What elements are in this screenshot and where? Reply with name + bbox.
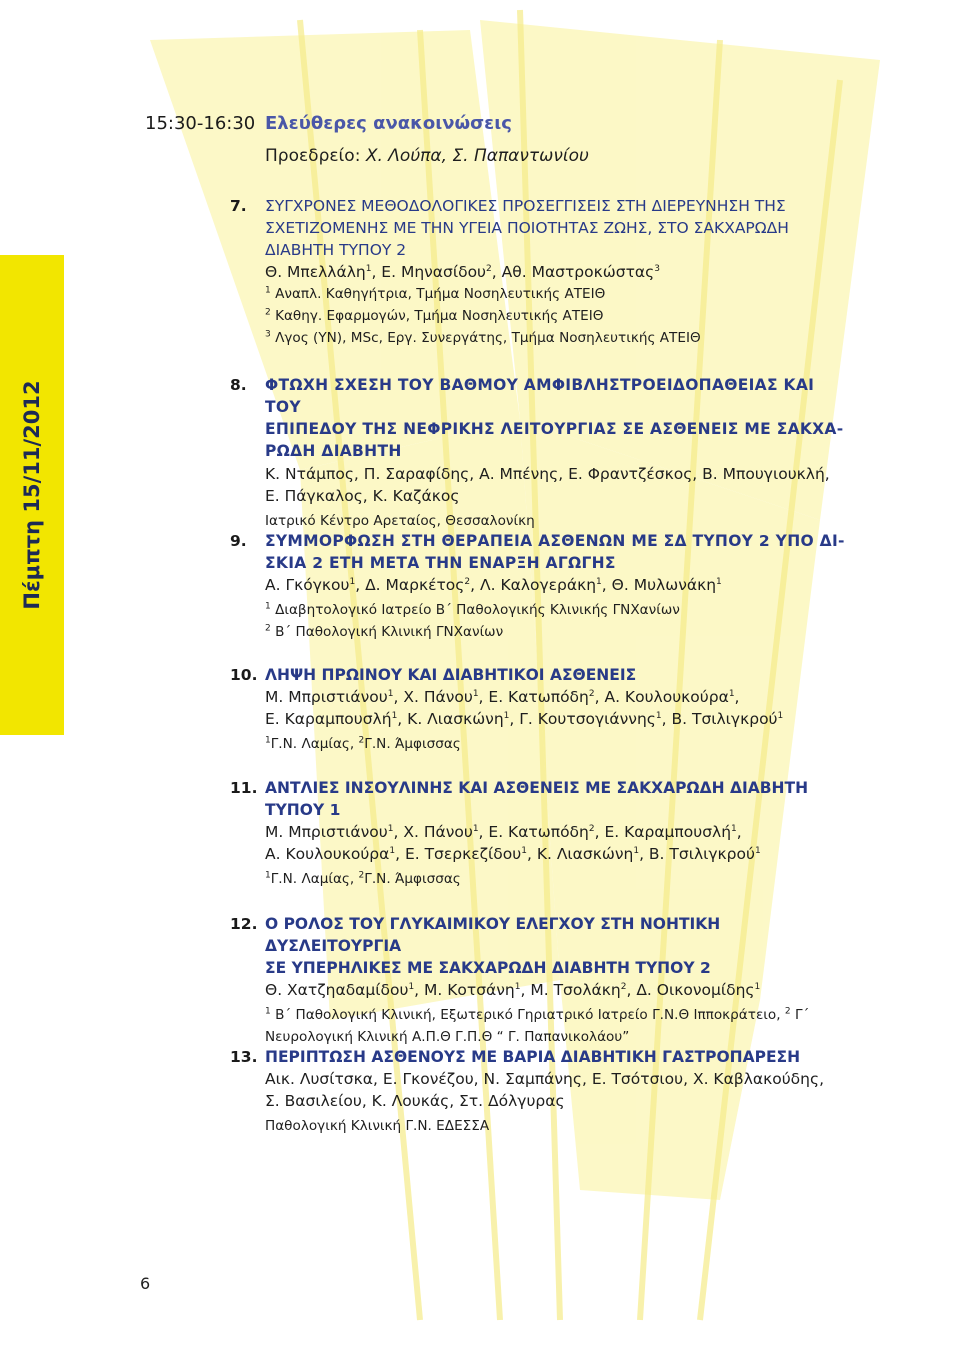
author: Κ. Λιασκώνη xyxy=(536,845,634,863)
affiliation: Γ.Ν. Άμφισσας xyxy=(364,871,461,887)
item-affiliations xyxy=(265,868,850,890)
title-line: ΤΥΠΟΥ 1 xyxy=(265,801,341,819)
aff-sup: 1 xyxy=(265,601,271,612)
affiliation: Β΄ Παθολογική Κλινική ΓΝΧανίων xyxy=(275,624,504,640)
author-sup: 2 xyxy=(620,981,627,992)
author-sep: , xyxy=(639,845,649,863)
author: Θ. Χατζηαδαμίδου xyxy=(265,981,409,999)
author-sup: 1 xyxy=(472,688,479,699)
author-sup: 1 xyxy=(777,710,784,721)
author-sup: 1 xyxy=(731,823,737,834)
title-line: ΕΠΙΠΕΔΟΥ ΤΗΣ ΝΕΦΡΙΚΗΣ ΛΕΙΤΟΥΡΓΙΑΣ ΣΕ ΑΣΘΕΝΕΙΣ ΜΕ ΣΑΚΧΑ- xyxy=(265,420,844,438)
aff-sup: 2 xyxy=(265,623,271,634)
affiliation: Γ.Ν. Άμφισσας xyxy=(364,736,461,752)
affiliation: Γ.Ν. Λαμίας, xyxy=(270,736,359,752)
item-number: 13. xyxy=(230,1048,258,1066)
chair-label: Προεδρείο: xyxy=(265,146,361,166)
author-sep: , xyxy=(594,688,605,706)
author-sep: , xyxy=(355,576,366,594)
author: Μ. Κοτσάνη xyxy=(424,981,515,999)
author-sep: , xyxy=(661,710,672,728)
author-line: Αικ. Λυσίτσκα, Ε. Γκονέζου, Ν. Σαμπάνης, Ε. Τσότσιου, Χ. Καβλακούδης, xyxy=(265,1070,824,1088)
title-line: ΣΚΙΑ 2 ΕΤΗ ΜΕΤΑ ΤΗΝ ΕΝΑΡΞΗ ΑΓΩΓΗΣ xyxy=(265,554,616,572)
abstract-item xyxy=(230,913,850,1048)
author-sup: 1 xyxy=(633,845,640,856)
item-number: 10. xyxy=(230,666,258,684)
author-sup: 1 xyxy=(514,981,521,992)
author: Α. Γκόγκου xyxy=(265,576,350,594)
affiliation: Αναπλ. Καθηγήτρια, Τμήμα Νοσηλευτικής ΑΤΕΙΘ xyxy=(275,286,606,302)
item-affiliations xyxy=(265,733,850,755)
aff-sup: 2 xyxy=(784,1006,791,1017)
author-sup: 1 xyxy=(596,576,602,587)
item-authors xyxy=(265,686,850,730)
author-line: Ε. Πάγκαλος, Κ. Καζάκος xyxy=(265,487,460,505)
author-sep: , xyxy=(478,823,489,841)
author-sup: 3 xyxy=(654,263,660,274)
author-sep: , xyxy=(393,823,404,841)
session-time: 15:30-16:30 xyxy=(145,113,256,134)
item-authors xyxy=(265,1068,850,1112)
author-line: Κ. Ντάμπος, Π. Σαραφίδης, Α. Μπένης, Ε. Φραντζέσκος, Β. Μπουγιουκλή, xyxy=(265,465,830,483)
author: Λ. Καλογεράκη xyxy=(479,576,597,594)
author: Α. Κουλουκούρα xyxy=(604,688,729,706)
author-sup: 2 xyxy=(486,263,492,274)
author: Θ. Μπελλάλη xyxy=(265,263,366,281)
author: Ε. Κατωπόδη xyxy=(488,823,589,841)
author-sup: 1 xyxy=(472,823,479,834)
item-authors xyxy=(265,261,850,283)
aff-sup: 1 xyxy=(265,870,271,881)
item-authors xyxy=(265,463,850,507)
title-line: ΔΙΑΒΗΤΗ ΤΥΠΟΥ 2 xyxy=(265,241,407,259)
page-number: 6 xyxy=(140,1274,151,1293)
author-sep: , xyxy=(509,710,520,728)
author: Ε. Καραμπουσλή xyxy=(604,823,732,841)
author-sup: 2 xyxy=(588,688,595,699)
author-sup: 1 xyxy=(728,688,735,699)
affiliation: Β΄ Παθολογική Κλινική, Εξωτερικό Γηριατρικό Ιατρείο Γ.Ν.Θ Ιπποκράτειο, xyxy=(275,1007,785,1023)
session-title: Ελεύθερες ανακοινώσεις xyxy=(265,113,512,134)
author-sup: 1 xyxy=(391,710,398,721)
author-sup: 1 xyxy=(387,688,394,699)
author-sep: , xyxy=(470,576,480,594)
abstract-item xyxy=(230,1046,850,1137)
item-affiliation: Παθολογική Κλινική Γ.Ν. ΕΔΕΣΣΑ xyxy=(265,1118,490,1134)
author-sup: 1 xyxy=(521,845,527,856)
title-line: Ο ΡΟΛΟΣ ΤΟΥ ΓΛΥΚΑΙΜΙΚΟΥ ΕΛΕΓΧΟΥ ΣΤΗ ΝΟΗΤΙΚΗ ΔΥΣΛΕΙΤΟΥΡΓΙΑ xyxy=(265,915,721,955)
item-number: 8. xyxy=(230,376,247,394)
author-line: Σ. Βασιλείου, Κ. Λουκάς, Στ. Δόλγυρας xyxy=(265,1092,565,1110)
abstract-item xyxy=(230,530,850,643)
title-line: ΛΗΨΗ ΠΡΩΙΝΟΥ ΚΑΙ ΔΙΑΒΗΤΙΚΟΙ ΑΣΘΕΝΕΙΣ xyxy=(265,666,637,684)
author-sup: 1 xyxy=(716,576,722,587)
author-sep: , xyxy=(734,688,740,706)
item-authors xyxy=(265,979,850,1001)
affiliation: Νευρολογική Κλινική Α.Π.Θ Γ.Π.Θ “ Γ. Παπανικολάου” xyxy=(265,1029,630,1045)
author-sup: 1 xyxy=(655,710,662,721)
item-affiliations xyxy=(265,283,850,349)
author: Χ. Πάνου xyxy=(403,823,473,841)
author-sep: , xyxy=(371,263,382,281)
author-sep: , xyxy=(397,710,408,728)
author-sup: 1 xyxy=(387,823,394,834)
aff-sup: 1 xyxy=(265,285,271,296)
title-line: ΡΩΔΗ ΔΙΑΒΗΤΗ xyxy=(265,442,402,460)
title-line: ΣΕ ΥΠΕΡΗΛΙΚΕΣ ΜΕ ΣΑΚΧΑΡΩΔΗ ΔΙΑΒΗΤΗ ΤΥΠΟΥ 2 xyxy=(265,959,711,977)
author: Μ. Μπριστιάνου xyxy=(265,688,388,706)
chair-names: Χ. Λούπα, Σ. Παπαντωνίου xyxy=(365,146,589,166)
author-sep: , xyxy=(594,823,605,841)
author: Θ. Μυλωνάκη xyxy=(611,576,717,594)
item-title xyxy=(265,1046,850,1068)
item-authors xyxy=(265,574,850,596)
affiliation: Γ΄ xyxy=(794,1007,810,1023)
item-number: 11. xyxy=(230,779,258,797)
author: Γ. Κουτσογιάννης xyxy=(519,710,656,728)
item-affiliations xyxy=(265,1004,850,1048)
affiliation: Διαβητολογικό Ιατρείο Β΄ Παθολογικής Κλινικής ΓΝΧανίων xyxy=(275,602,680,618)
author: Δ. Μαρκέτος xyxy=(365,576,465,594)
author: Μ. Μπριστιάνου xyxy=(265,823,388,841)
author-sep: , xyxy=(393,688,404,706)
title-line: ΣΧΕΤΙΖΟΜΕΝΗΣ ΜΕ ΤΗΝ ΥΓΕΙΑ ΠΟΙΟΤΗΤΑΣ ΖΩΗΣ, ΣΤΟ ΣΑΚΧΑΡΩΔΗ xyxy=(265,219,789,237)
title-line: ΦΤΩΧΗ ΣΧΕΣΗ ΤΟΥ ΒΑΘΜΟΥ ΑΜΦΙΒΛΗΣΤΡΟΕΙΔΟΠΑΘΕΙΑΣ ΚΑΙ ΤΟΥ xyxy=(265,376,815,416)
aff-sup: 2 xyxy=(358,735,365,746)
author-sup: 1 xyxy=(503,710,510,721)
item-affiliation: Ιατρικό Κέντρο Αρεταίος, Θεσσαλονίκη xyxy=(265,513,535,529)
author-sep: , xyxy=(736,823,742,841)
author-sup: 1 xyxy=(389,845,396,856)
abstract-item xyxy=(230,195,850,349)
author: Ε. Τσερκεζίδου xyxy=(404,845,522,863)
item-number: 12. xyxy=(230,915,258,933)
author-sep: , xyxy=(414,981,425,999)
author-sep: , xyxy=(491,263,502,281)
item-title xyxy=(265,913,850,979)
author: Α. Κουλουκούρα xyxy=(265,845,390,863)
author-sep: , xyxy=(520,981,531,999)
author-sep: , xyxy=(526,845,537,863)
author-sup: 1 xyxy=(754,845,761,856)
aff-sup: 2 xyxy=(265,307,271,318)
item-authors xyxy=(265,821,850,865)
affiliation: Γ.Ν. Λαμίας, xyxy=(270,871,359,887)
author-sep: , xyxy=(395,845,405,863)
author: Αθ. Μαστροκώστας xyxy=(501,263,655,281)
item-number: 9. xyxy=(230,532,247,550)
abstract-item xyxy=(230,777,850,890)
author: Χ. Πάνου xyxy=(403,688,473,706)
aff-sup: 3 xyxy=(265,329,271,340)
author: Ε. Κατωπόδη xyxy=(488,688,589,706)
item-title xyxy=(265,777,850,821)
author: Κ. Λιασκώνη xyxy=(407,710,504,728)
item-affiliations xyxy=(265,599,850,643)
affiliation: Λγος (ΥΝ), MSc, Εργ. Συνεργάτης, Τμήμα Νοσηλευτικής ΑΤΕΙΘ xyxy=(275,330,701,346)
title-line: ΣΥΓΧΡΟΝΕΣ ΜΕΘΟΔΟΛΟΓΙΚΕΣ ΠΡΟΣΕΓΓΙΣΕΙΣ ΣΤΗ ΔΙΕΡΕΥΝΗΣΗ ΤΗΣ xyxy=(265,197,786,215)
author-sep: , xyxy=(626,981,637,999)
abstract-item xyxy=(230,374,850,532)
author-sup: 1 xyxy=(754,981,761,992)
author: Δ. Οικονομίδης xyxy=(636,981,755,999)
author: Ε. Καραμπουσλή xyxy=(265,710,392,728)
item-title xyxy=(265,195,850,261)
item-title xyxy=(265,374,850,462)
item-title xyxy=(265,530,850,574)
date-side-label: Πέμπτη 15/11/2012 xyxy=(20,380,44,610)
author-sup: 2 xyxy=(464,576,471,587)
affiliation: Καθηγ. Εφαρμογών, Τμήμα Νοσηλευτικής ΑΤΕΙΘ xyxy=(275,308,604,324)
aff-sup: 1 xyxy=(265,735,271,746)
aff-sup: 2 xyxy=(358,870,365,881)
author: Ε. Μηνασίδου xyxy=(381,263,487,281)
author-sup: 1 xyxy=(408,981,415,992)
abstract-item xyxy=(230,664,850,755)
author: Μ. Τσολάκη xyxy=(530,981,621,999)
title-line: ΣΥΜΜΟΡΦΩΣΗ ΣΤΗ ΘΕΡΑΠΕΙΑ ΑΣΘΕΝΩΝ ΜΕ ΣΔ ΤΥΠΟΥ 2 ΥΠΟ ΔΙ- xyxy=(265,532,845,550)
author-sep: , xyxy=(478,688,489,706)
author-sup: 1 xyxy=(349,576,356,587)
title-line: ΠΕΡΙΠΤΩΣΗ ΑΣΘΕΝΟΥΣ ΜΕ ΒΑΡΙΑ ΔΙΑΒΗΤΙΚΗ ΓΑΣΤΡΟΠΑΡΕΣΗ xyxy=(265,1048,801,1066)
author-sup: 2 xyxy=(588,823,595,834)
author: Β. Τσιλιγκρού xyxy=(648,845,755,863)
author-sep: , xyxy=(601,576,612,594)
aff-sup: 1 xyxy=(265,1006,271,1017)
author: Β. Τσιλιγκρού xyxy=(671,710,778,728)
item-number: 7. xyxy=(230,197,247,215)
item-title xyxy=(265,664,850,686)
title-line: ΑΝΤΛΙΕΣ ΙΝΣΟΥΛΙΝΗΣ ΚΑΙ ΑΣΘΕΝΕΙΣ ΜΕ ΣΑΚΧΑΡΩΔΗ ΔΙΑΒΗΤΗ xyxy=(265,779,809,797)
session-chair xyxy=(265,146,589,166)
author-sup: 1 xyxy=(365,263,372,274)
